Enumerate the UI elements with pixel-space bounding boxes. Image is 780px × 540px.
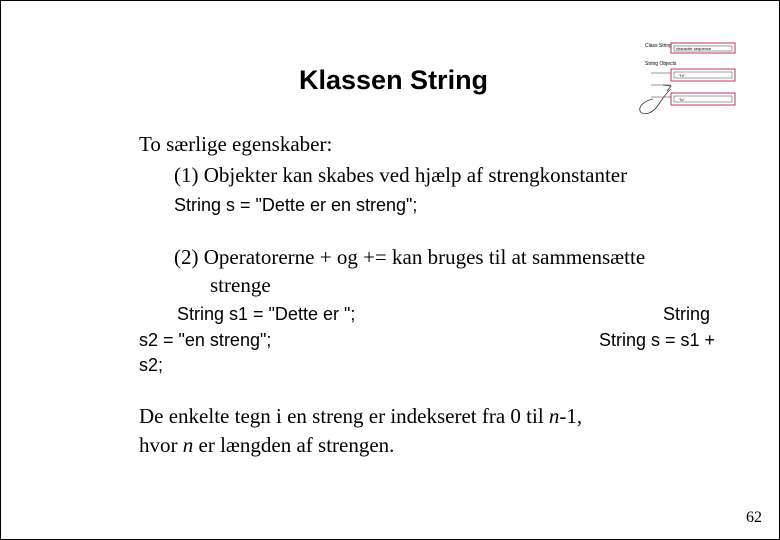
diagram-class-label: Class String xyxy=(645,43,672,49)
closing-text-line2: hvor n er længden af strengen. xyxy=(139,433,395,457)
diagram-arrow xyxy=(640,89,671,114)
diagram-object-text-1: "hi" xyxy=(679,73,685,78)
diagram-field-label: character sequence xyxy=(676,46,712,51)
code-example-2-line2: s2 = "en streng"; xyxy=(139,330,272,350)
diagram-object-text-2: "lo" xyxy=(679,97,685,102)
point-2-text-line2: strenge xyxy=(210,273,271,297)
string-class-diagram xyxy=(631,39,743,123)
closing-text-line1: De enkelte tegn i en streng er indekseret fra 0 til n-1, xyxy=(139,404,583,428)
point-2-text-line1: (2) Operatorerne + og += kan bruges til at sammensætte xyxy=(174,245,646,269)
code-example-2-right2: String s = s1 + xyxy=(598,330,715,350)
intro-text: To særlige egenskaber: xyxy=(139,132,333,156)
code-example-2-right1: String xyxy=(662,304,710,324)
page-number: 62 xyxy=(746,509,762,526)
slide-title: Klassen String xyxy=(299,65,489,95)
variable-n: n xyxy=(182,433,194,457)
code-example-1: String s = "Dette er en streng"; xyxy=(174,195,418,215)
code-example-2-line3: s2; xyxy=(139,355,164,375)
code-example-2-line1: String s1 = "Dette er "; xyxy=(177,304,356,324)
point-1-text: (1) Objekter kan skabes ved hjælp af strengkonstanter xyxy=(174,163,628,187)
variable-n: n xyxy=(548,404,560,428)
diagram-objects-label: String Objects xyxy=(645,61,677,67)
